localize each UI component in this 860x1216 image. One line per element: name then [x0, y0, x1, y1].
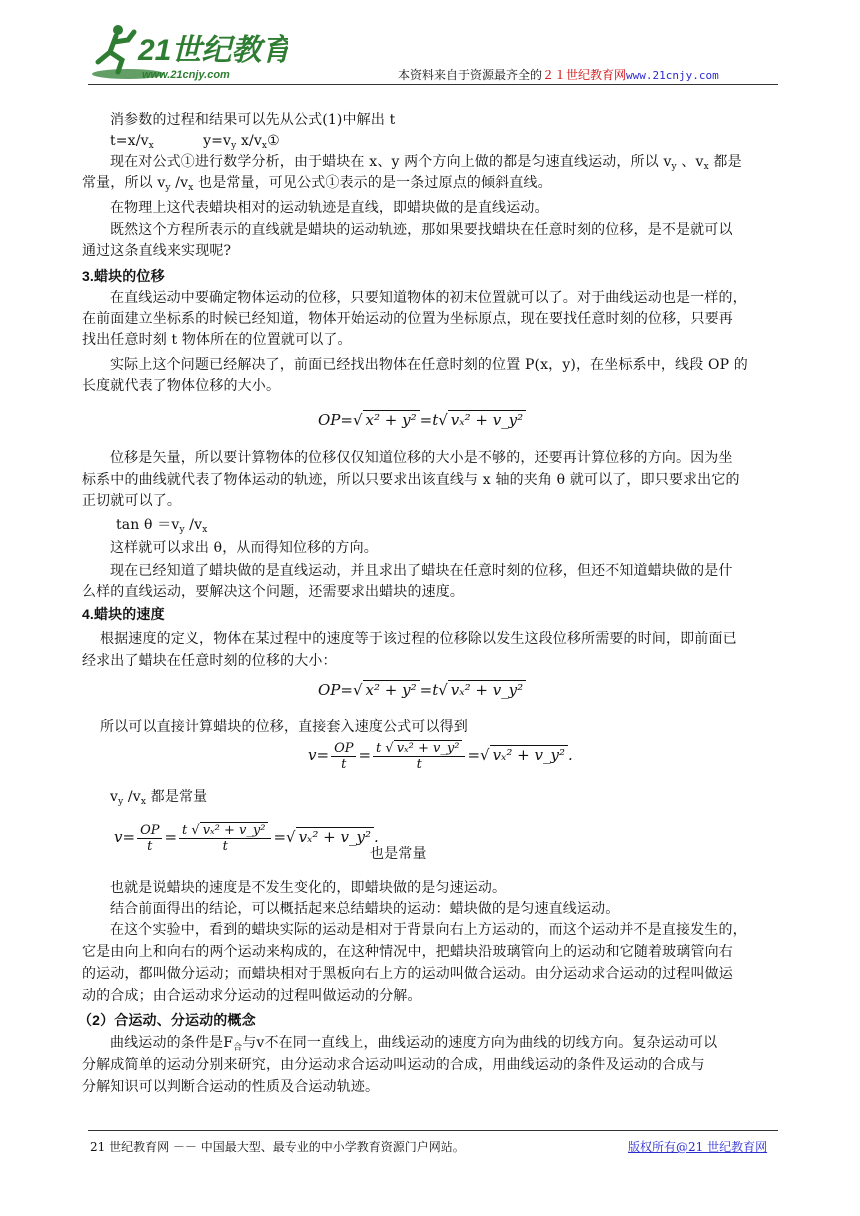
- paragraph-7-line-2: 长度就代表了物体位移的大小。: [82, 378, 281, 394]
- paragraph-6-line-3: 找出任意时刻 t 物体所在的位置就可以了。: [82, 332, 352, 348]
- paragraph-8-line-1: 位移是矢量，所以要计算物体的位移仅仅知道位移的大小是不够的，还要再计算位移的方向。因为坐: [110, 450, 733, 466]
- heading-5: （2）合运动、分运动的概念: [78, 1012, 256, 1028]
- paragraph-6-line-2: 在前面建立坐标系的时候已经知道，物体开始运动的位置为坐标原点，现在要找任意时刻的位移，只要再: [82, 311, 733, 327]
- paragraph-10: 这样就可以求出 θ，从而得知位移的方向。: [110, 540, 378, 556]
- paragraph-13: 所以可以直接计算蜡块的位移，直接套入速度公式可以得到: [100, 719, 468, 735]
- formula-v-2: v= $\frac{OP}{t}$ = $\frac{\text{t √ vₓ² + v\_y²}}{t}$ =√ vₓ² + v_y² .: [114, 822, 379, 854]
- paragraph-12-line-2: 经求出了蜡块在任意时刻的位移的大小：: [82, 653, 337, 669]
- paragraph-3-line-1: 现在对公式①进行数学分析，由于蜡块在 x、y 两个方向上做的都是匀速直线运动，所以 $v_y$ 、$v_x$ 都是: [110, 154, 742, 172]
- paragraph-17: 结合前面得出的结论，可以概括起来总结蜡块的运动：蜡块做的是匀速直线运动。: [110, 901, 620, 917]
- paragraph-8-line-3: 正切就可以了。: [82, 493, 182, 509]
- paragraph-8-line-2: 标系中的曲线就代表了物体运动的轨迹，所以只要求出该直线与 x 轴的夹角 θ 就可以了，即只要求出它的: [82, 472, 740, 488]
- header-note-url[interactable]: www.21cnjy.com: [626, 69, 719, 82]
- paragraph-2: $t=x/v_x$ $y=v_y$ $x/v_x①$: [110, 133, 280, 151]
- paragraph-11-line-2: 么样的直线运动，要解决这个问题，还需要求出蜡块的速度。: [82, 584, 465, 600]
- header-note-prefix: 本资料来自于资源最齐全的: [398, 68, 543, 82]
- runner-logo-graphic: [88, 22, 288, 84]
- heading-4: 4.蜡块的速度: [82, 606, 165, 622]
- paragraph-15: 也是常量: [370, 846, 427, 862]
- header-note: [398, 66, 719, 83]
- paragraph-18-line-3: 的运动，都叫做分运动；而蜡块相对于黑板向右上方的运动叫做合运动。由分运动求合运动的过程叫做运: [82, 966, 733, 982]
- formula-op-2: OP=√ x² + y² =t√ vₓ² + v_y²: [318, 680, 526, 699]
- formula-op-1: OP=√ x² + y² =t√ vₓ² + v_y²: [318, 410, 526, 429]
- paragraph-4: 在物理上这代表蜡块相对的运动轨迹是直线，即蜡块做的是直线运动。: [110, 200, 549, 216]
- paragraph-11-line-1: 现在已经知道了蜡块做的是直线运动，并且求出了蜡块在任意时刻的位移，但还不知道蜡块做的是什: [110, 563, 733, 579]
- paragraph-5-line-2: 通过这条直线来实现呢?: [82, 243, 232, 259]
- logo-url: www.21cnjy.com: [142, 69, 230, 81]
- formula-v-1: v= $\frac{OP}{t}$ = $\frac{\text{t √ vₓ² + v\_y²}}{t}$ =√ vₓ² + v_y² .: [308, 740, 573, 772]
- header-divider: [88, 84, 778, 85]
- site-logo[interactable]: [88, 22, 288, 84]
- footer-copyright-link[interactable]: 版权所有@21 世纪教育网: [628, 1140, 768, 1154]
- paragraph-16: 也就是说蜡块的速度是不发生变化的，即蜡块做的是匀速运动。: [110, 880, 507, 896]
- paragraph-18-line-1: 在这个实验中，看到的蜡块实际的运动是相对于背景向右上方运动的，而这个运动并不是直接发生的，: [110, 922, 747, 938]
- logo-text: 21世纪教育: [138, 34, 288, 67]
- paragraph-19-line-3: 分解知识可以判断合运动的性质及合运动轨迹。: [82, 1079, 380, 1095]
- paragraph-1: 消参数的过程和结果可以先从公式(1)中解出 t: [110, 112, 396, 128]
- paragraph-19-line-1: 曲线运动的条件是$F_合$与v不在同一直线上，曲线运动的速度方向为曲线的切线方向。复杂运动可以: [110, 1035, 718, 1053]
- header-note-brand[interactable]: ２１世纪教育网: [542, 68, 627, 82]
- paragraph-18-line-4: 动的合成；由合运动求分运动的过程叫做运动的分解。: [82, 988, 422, 1004]
- paragraph-7-line-1: 实际上这个问题已经解决了，前面已经找出物体在任意时刻的位置 P(x，y)，在坐标系中，线段 OP 的: [110, 357, 748, 373]
- paragraph-12-line-1: 根据速度的定义，物体在某过程中的速度等于该过程的位移除以发生这段位移所需要的时间，即前面已: [100, 631, 737, 647]
- paragraph-3-line-2: 常量，所以 $v_y$ $/v_x$ 也是常量，可见公式①表示的是一条过原点的倾斜直线。: [82, 175, 552, 193]
- paragraph-19-line-2: 分解成简单的运动分别来研究，由分运动求合运动叫运动的合成，用曲线运动的条件及运动的合成与: [82, 1057, 705, 1073]
- paragraph-18-line-2: 它是由向上和向右的两个运动来构成的，在这种情况中，把蜡块沿玻璃管向上的运动和它随着玻璃管向右: [82, 944, 733, 960]
- tan-formula: $\tan \theta =v_y$ $/v_x$: [116, 517, 208, 535]
- paragraph-6-line-1: 在直线运动中要确定物体运动的位移，只要知道物体的初末位置就可以了。对于曲线运动也是一样的，: [110, 290, 747, 306]
- heading-3: 3.蜡块的位移: [82, 268, 165, 284]
- footer-divider: [88, 1130, 778, 1131]
- paragraph-14: $v_y$ $/v_x$ 都是常量: [110, 789, 208, 807]
- paragraph-5-line-1: 既然这个方程所表示的直线就是蜡块的运动轨迹，那如果要找蜡块在任意时刻的位移，是不是就可以: [110, 222, 733, 238]
- footer-slogan: 21 世纪教育网 －－ 中国最大型、最专业的中小学教育资源门户网站。: [90, 1140, 465, 1154]
